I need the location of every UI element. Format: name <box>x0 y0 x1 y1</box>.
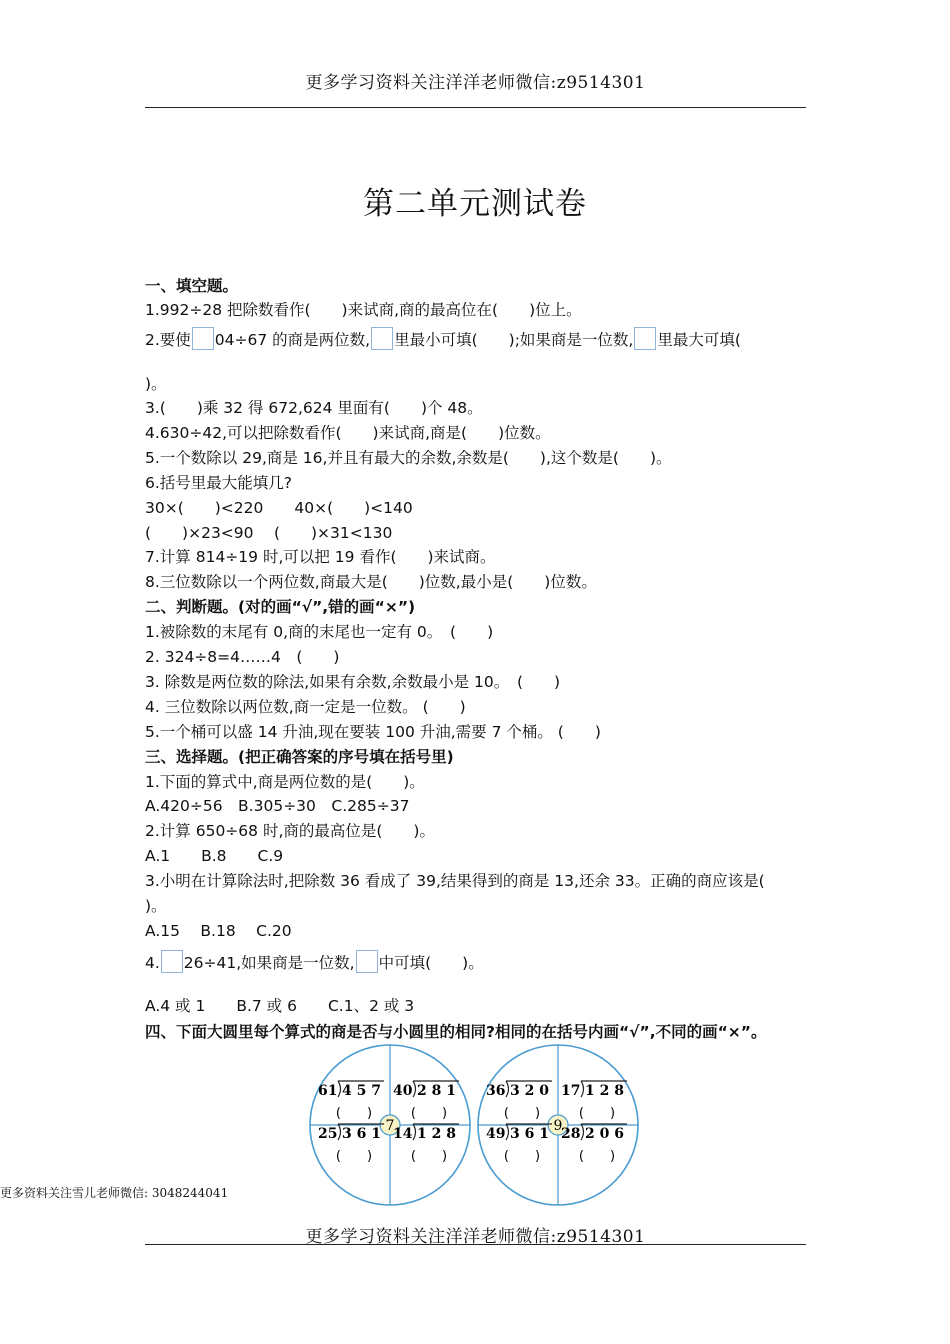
s3-q3-options: A.15 B.18 C.20 <box>145 922 292 940</box>
answer-box <box>356 950 378 973</box>
answer-blank: ( ) <box>578 1149 616 1164</box>
answer-blank: ( ) <box>335 1149 373 1164</box>
dividend: 4 5 7 <box>342 1083 381 1099</box>
divisor: 49 <box>486 1126 506 1142</box>
divisor: 14 <box>393 1126 413 1142</box>
s2-q4: 4. 三位数除以两位数,商一定是一位数。 ( ) <box>145 698 466 716</box>
answer-blank: ( ) <box>578 1106 616 1121</box>
dividend: 2 8 1 <box>417 1083 456 1099</box>
s2-q3: 3. 除数是两位数的除法,如果有余数,余数最小是 10。 ( ) <box>145 673 561 691</box>
s1-q2-part-a: 2.要使 <box>145 331 191 349</box>
s3-q2: 2.计算 650÷68 时,商的最高位是( )。 <box>145 822 435 840</box>
dividend: 1 2 8 <box>417 1126 456 1142</box>
divisor: 25 <box>318 1126 338 1142</box>
answer-blank: ( ) <box>503 1106 541 1121</box>
answer-blank: ( ) <box>410 1106 448 1121</box>
s3-q1: 1.下面的算式中,商是两位数的是( )。 <box>145 773 425 791</box>
s3-q4-part-a: 4. <box>145 954 160 972</box>
s3-q4-part-c: 中可填( )。 <box>378 954 484 972</box>
answer-box <box>161 950 183 973</box>
s1-q8: 8.三位数除以一个两位数,商最大是( )位数,最小是( )位数。 <box>145 573 597 591</box>
section-2-heading: 二、判断题。(对的画“√”,错的画“×”) <box>145 598 416 616</box>
s1-q3: 3.( )乘 32 得 672,624 里面有( )个 48。 <box>145 399 483 417</box>
s1-q6-line-a: 30×( )<220 40×( )<140 <box>145 499 413 517</box>
answer-box <box>192 327 214 350</box>
s1-q6: 6.括号里最大能填几? <box>145 474 293 492</box>
header-rule <box>145 107 806 108</box>
dividend: 1 2 8 <box>585 1083 624 1099</box>
answer-blank: ( ) <box>335 1106 373 1121</box>
divisor: 36 <box>486 1083 506 1099</box>
answer-blank: ( ) <box>503 1149 541 1164</box>
divisor: 28 <box>561 1126 581 1142</box>
small-circle-number: 9 <box>553 1118 563 1134</box>
section-4-heading: 四、下面大圆里每个算式的商是否与小圆里的相同?相同的在括号内画“√”,不同的画“×”。 <box>145 1023 767 1041</box>
divisor: 17 <box>561 1083 581 1099</box>
s2-q1: 1.被除数的末尾有 0,商的末尾也一定有 0。 ( ) <box>145 623 494 641</box>
s1-q7: 7.计算 814÷19 时,可以把 19 看作( )来试商。 <box>145 548 496 566</box>
page-header: 更多学习资料关注洋洋老师微信:z9514301 <box>305 73 646 93</box>
s2-q5: 5.一个桶可以盛 14 升油,现在要装 100 升油,需要 7 个桶。 ( ) <box>145 723 601 741</box>
s3-q3: 3.小明在计算除法时,把除数 36 看成了 39,结果得到的商是 13,还余 33。正确的商应该是( <box>145 872 765 890</box>
divisor: 40 <box>393 1083 413 1099</box>
dividend: 3 6 1 <box>510 1126 549 1142</box>
dividend: 3 6 1 <box>342 1126 381 1142</box>
s1-q2 <box>145 327 741 350</box>
section-1-heading: 一、填空题。 <box>145 277 239 295</box>
answer-box <box>371 327 393 350</box>
answer-blank: ( ) <box>410 1149 448 1164</box>
s1-q4: 4.630÷42,可以把除数看作( )来试商,商是( )位数。 <box>145 424 551 442</box>
divisor: 61 <box>318 1083 338 1099</box>
answer-box <box>634 327 656 350</box>
page-title: 第二单元测试卷 <box>363 186 587 222</box>
s3-q4 <box>145 950 484 973</box>
s1-q2-part-d: 里最大可填( <box>657 331 741 349</box>
side-contact-note: 更多资料关注雪儿老师微信: 3048244041 <box>0 1186 229 1200</box>
footer-rule <box>145 1244 806 1245</box>
page-footer: 更多学习资料关注洋洋老师微信:z9514301 <box>305 1227 646 1247</box>
s3-q4-part-b: 26÷41,如果商是一位数, <box>183 954 355 972</box>
s1-q6-line-b: ( )×23<90 ( )×31<130 <box>145 524 393 542</box>
division-circles-figure <box>300 1038 650 1206</box>
dividend: 2 0 6 <box>585 1126 624 1142</box>
s1-q2-part-c: 里最小可填( );如果商是一位数, <box>394 331 634 349</box>
s3-q4-options: A.4 或 1 B.7 或 6 C.1、2 或 3 <box>145 997 415 1015</box>
section-3-heading: 三、选择题。(把正确答案的序号填在括号里) <box>145 748 454 766</box>
small-circle-number: 7 <box>385 1118 395 1134</box>
s3-q1-options: A.420÷56 B.305÷30 C.285÷37 <box>145 797 410 815</box>
s1-q5: 5.一个数除以 29,商是 16,并且有最大的余数,余数是( ),这个数是( )。 <box>145 449 672 467</box>
s1-q2-end: )。 <box>145 375 167 393</box>
s1-q1: 1.992÷28 把除数看作( )来试商,商的最高位在( )位上。 <box>145 301 582 319</box>
s2-q2: 2. 324÷8=4……4 ( ) <box>145 648 340 666</box>
s3-q2-options: A.1 B.8 C.9 <box>145 847 284 865</box>
s3-q3-end: )。 <box>145 897 167 915</box>
dividend: 3 2 0 <box>510 1083 549 1099</box>
s1-q2-part-b: 04÷67 的商是两位数, <box>214 331 371 349</box>
